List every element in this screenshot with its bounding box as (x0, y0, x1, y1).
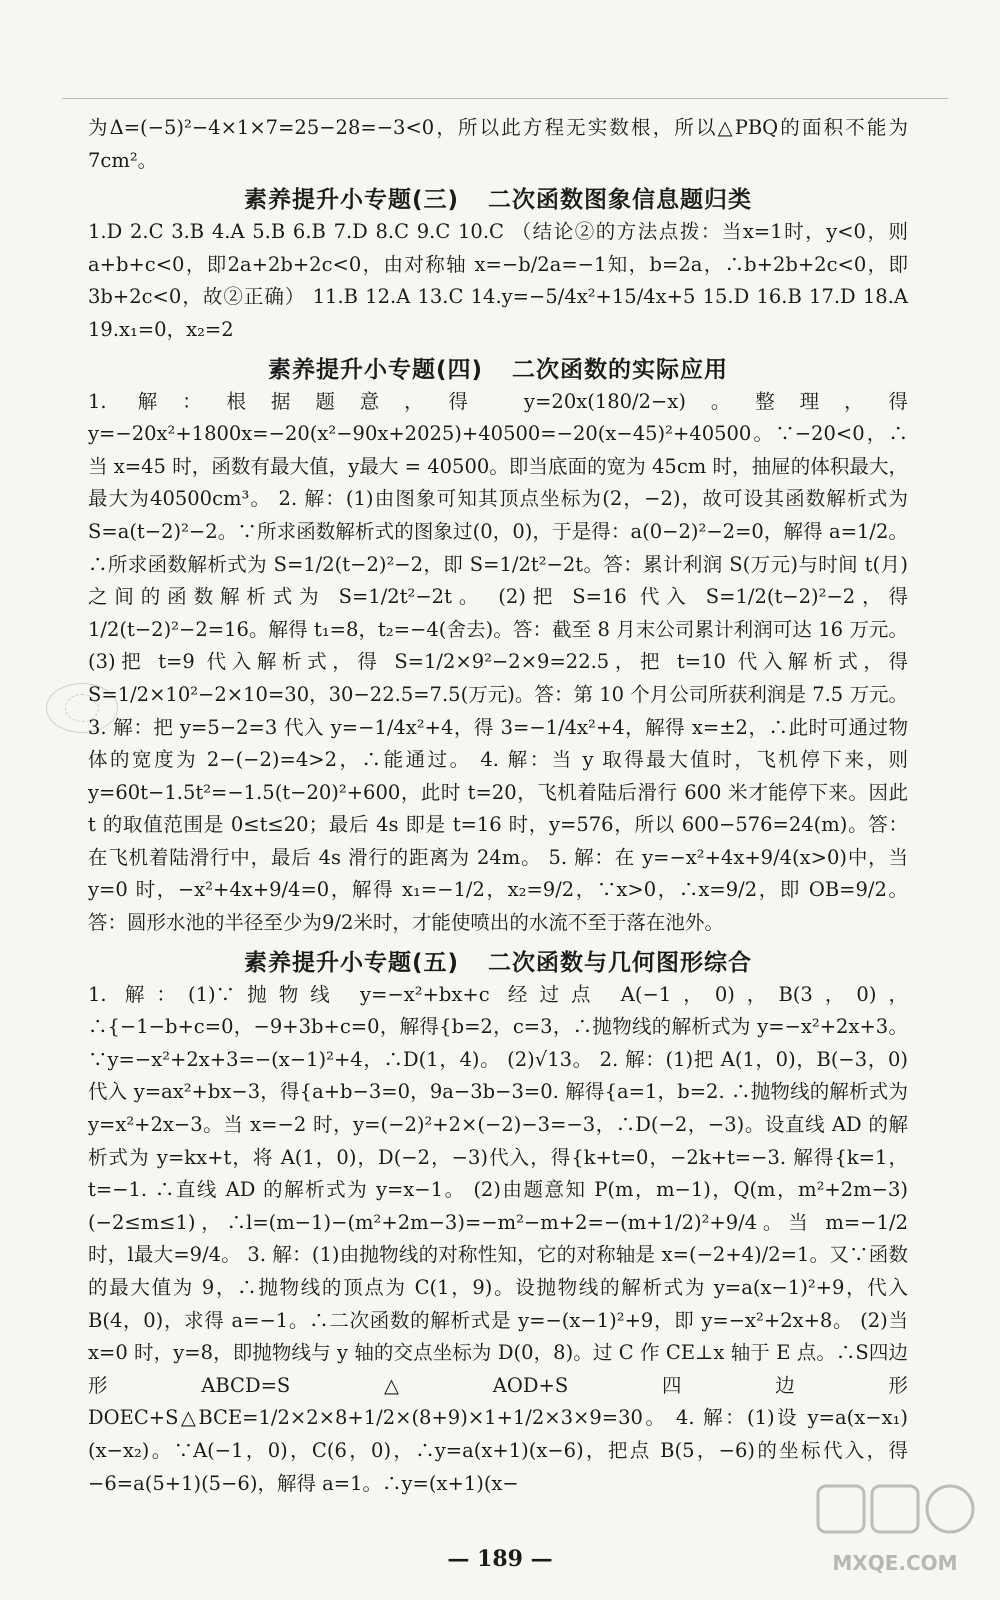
intro-paragraph: 为Δ=(−5)²−4×1×7=25−28=−3<0，所以此方程无实数根，所以△PBQ的面积不能为7cm²。 (88, 116, 908, 172)
section-title-4-label: 素养提升小专题(四) (267, 356, 483, 383)
section-title-5-topic: 二次函数与几何图形综合 (488, 949, 753, 976)
page-number: — 189 — (447, 1546, 553, 1572)
section-4-answers: 1. 解：根据题意，得 y=20x(180/2−x)。整理，得 y=−20x²+1800x=−20(x²−90x+2025)+40500=−20(x−45)²+40500。∵−20<0，∴当 x=45 时，函数有最大值，y最大 = 40500。即当底面的宽为 45cm 时，抽屉的体积最大，最大为40500cm³。 2. 解：(1)由图象可知其顶点坐标为(2，−2)，故可设其函数解析式为 S=a(t−2)²−2。∵所求函数解析式的图象过(0，0)，于是得：a(0−2)²−2=0，解得 a=1/2。∴所求函数解析式为 S=1/2(t−2)²−2，即 S=1/2t²−2t。答：累计利润 S(万元)与时间 t(月)之间的函数解析式为 S=1/2t²−2t。 (2)把 S=16 代入 S=1/2(t−2)²−2，得1/2(t−2)²−2=16。解得 t₁=8，t₂=−4(舍去)。答：截至 8 月末公司累计利润可达 16 万元。 (3)把 t=9 代入解析式，得 S=1/2×9²−2×9=22.5，把 t=10 代入解析式，得 S=1/2×10²−2×10=30，30−22.5=7.5(万元)。答：第 10 个月公司所获利润是 7.5 万元。 3. 解：把 y=5−2=3 代入 y=−1/4x²+4，得 3=−1/4x²+4，解得 x=±2，∴此时可通过物体的宽度为 2−(−2)=4>2，∴能通过。 4. 解：当 y 取得最大值时，飞机停下来，则 y=60t−1.5t²=−1.5(t−20)²+600，此时 t=20，飞机着陆后滑行 600 米才能停下来。因此 t 的取值范围是 0≤t≤20；最后 4s 即是 t=16 时，y=576，所以 600−576=24(m)。答：在飞机着陆滑行中，最后 4s 滑行的距离为 24m。 5. 解：在 y=−x²+4x+9/4(x>0)中，当 y=0 时，−x²+4x+9/4=0，解得 x₁=−1/2，x₂=9/2，∵x>0，∴x=9/2，即 OB=9/2。答：圆形水池的半径至少为9/2米时，才能使喷出的水流不至于落在池外。 (88, 389, 908, 935)
section-title-5-label: 素养提升小专题(五) (243, 949, 459, 976)
watermark-logo (810, 1478, 980, 1588)
section-5-answers: 1. 解：(1)∵抛物线 y=−x²+bx+c 经过点 A(−1，0)，B(3，0)，∴{−1−b+c=0，−9+3b+c=0，解得{b=2，c=3，∴抛物线的解析式为 y=−x²+2x+3。∵y=−x²+2x+3=−(x−1)²+4，∴D(1，4)。 (2)√13。 2. 解：(1)把 A(1，0)，B(−3，0)代入 y=ax²+bx−3，得{a+b−3=0，9a−3b−3=0. 解得{a=1，b=2. ∴抛物线的解析式为 y=x²+2x−3。当 x=−2 时，y=(−2)²+2×(−2)−3=−3，∴D(−2，−3)。设直线 AD 的解析式为 y=kx+t，将 A(1，0)，D(−2，−3)代入，得{k+t=0，−2k+t=−3. 解得{k=1，t=−1. ∴直线 AD 的解析式为 y=x−1。 (2)由题意知 P(m，m−1)，Q(m，m²+2m−3)(−2≤m≤1)，∴l=(m−1)−(m²+2m−3)=−m²−m+2=−(m+1/2)²+9/4。当 m=−1/2时，l最大=9/4。 3. 解：(1)由抛物线的对称性知，它的对称轴是 x=(−2+4)/2=1。又∵函数的最大值为 9，∴抛物线的顶点为 C(1，9)。设抛物线的解析式为 y=a(x−1)²+9，代入 B(4，0)，求得 a=−1。∴二次函数的解析式是 y=−(x−1)²+9，即 y=−x²+2x+8。 (2)当 x=0 时，y=8，即抛物线与 y 轴的交点坐标为 D(0，8)。过 C 作 CE⊥x 轴于 E 点。∴S四边形ABCD=S△AOD+S四边形DOEC+S△BCE=1/2×2×8+1/2×(8+9)×1+1/2×3×9=30。 4. 解：(1)设 y=a(x−x₁)(x−x₂)。∵A(−1，0)，C(6，0)，∴y=a(x+1)(x−6)，把点 B(5，−6)的坐标代入，得−6=a(5+1)(5−6)，解得 a=1。∴y=(x+1)(x− (88, 982, 908, 1495)
section-title-4 (88, 351, 908, 384)
watermark-text: MXQE.COM (832, 1551, 958, 1575)
section-title-5 (88, 944, 908, 977)
answer-content (88, 112, 908, 1500)
section-title-3-topic: 二次函数图象信息题归类 (488, 187, 753, 214)
section-3-answers: 1.D 2.C 3.B 4.A 5.B 6.B 7.D 8.C 9.C 10.C （结论②的方法点拨：当x=1时，y<0，则a+b+c<0，即2a+2b+2c<0，由对称轴 x=−b/2a=−1知，b=2a，∴b+2b+2c<0，即3b+2c<0，故②正确） 11.B 12.A 13.C 14.y=−5/4x²+15/4x+5 15.D 16.B 17.D 18.A 19.x₁=0，x₂=2 (88, 220, 908, 341)
section-title-4-topic: 二次函数的实际应用 (512, 356, 729, 383)
section-title-3 (88, 181, 908, 214)
section-title-3-label: 素养提升小专题(三) (243, 187, 459, 214)
header-rule (62, 98, 948, 99)
